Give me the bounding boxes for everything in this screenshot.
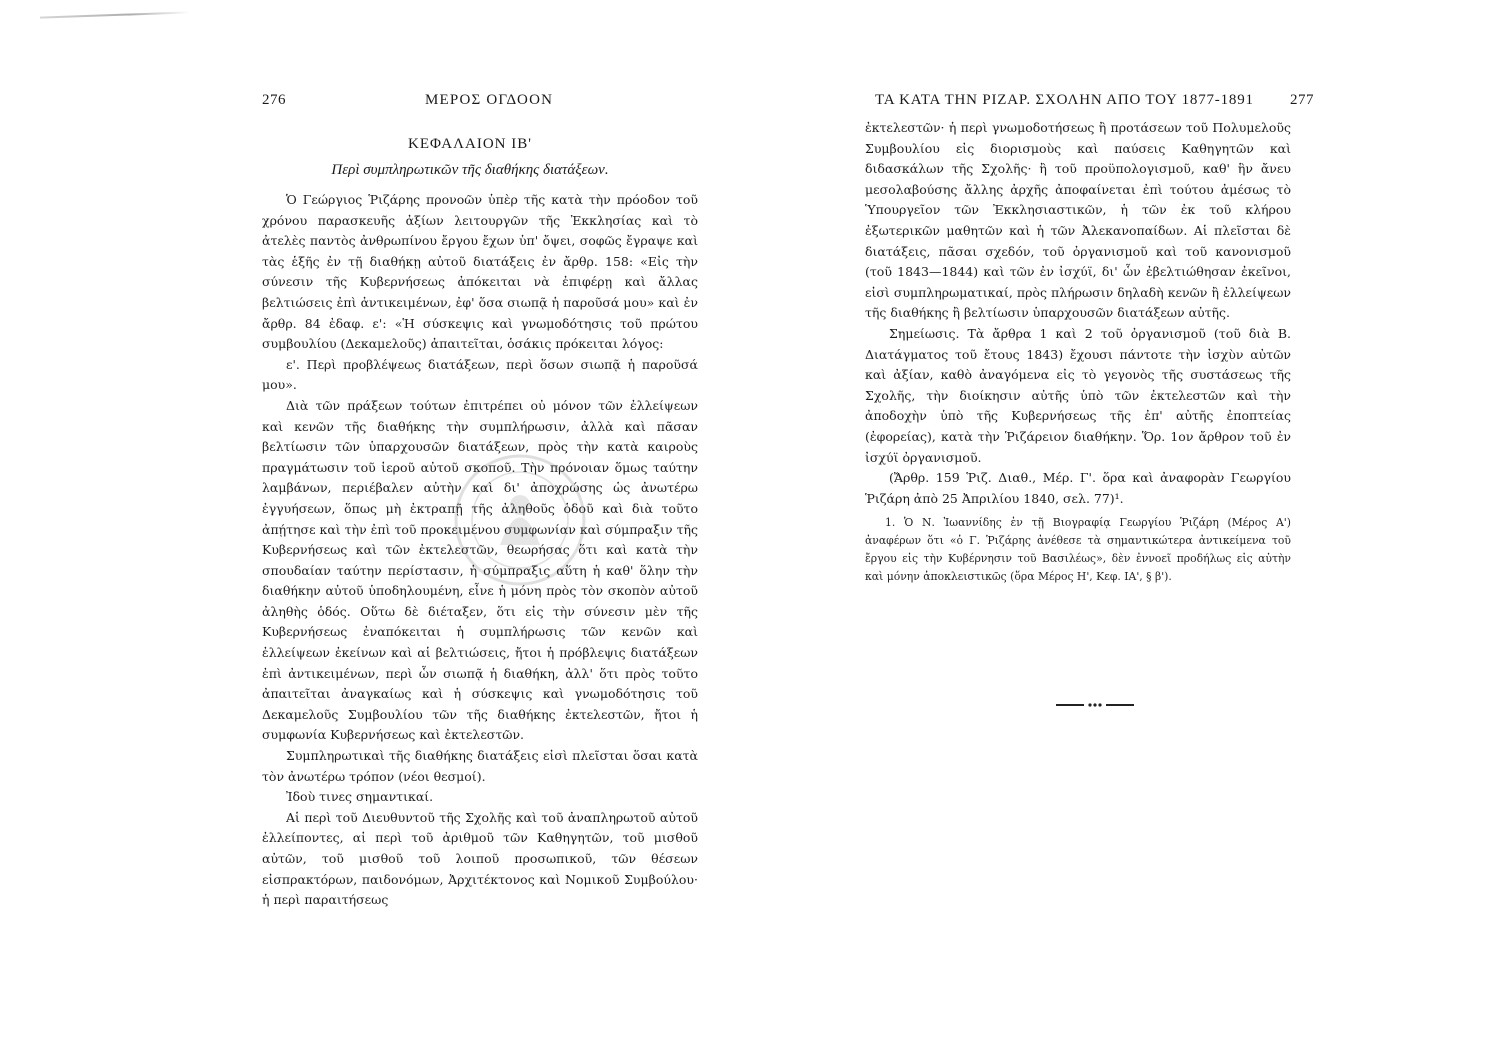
paragraph: Σημείωσις. Τὰ ἄρθρα 1 καὶ 2 τοῦ ὀργανισμοῦ (τοῦ διὰ Β. Διατάγματος τοῦ ἔτους 1843) ἔχουσι πάντοτε τὴν ἰσχὺν αὐτῶν καὶ ἀξίαν, καθὸ ἀναγόμενα εἰς τὸ γεγονὸς τῆς συστάσεως τῆς Σχολῆς, τὴν διοίκησιν αὐτῆς ὑπὸ τῶν ἐκτελεστῶν καὶ τὴν ἀποδοχὴν ὑπὸ τῆς Κυβερνήσεως τῆς ἐπ' αὐτῆς ἐποπτείας (ἐφορείας), κατὰ τὴν Ῥιζάρειον διαθήκην. Ὅρ. 1ον ἄρθρον τοῦ ἐν ἰσχύϊ ὀργανισμοῦ. (865, 325, 1291, 465)
chapter-subtitle: Περὶ συμπληρωτικῶν τῆς διαθήκης διατάξεων. (331, 162, 609, 178)
paragraph: ε'. Περὶ προβλέψεως διατάξεων, περὶ ὅσων σιωπᾷ ἡ παροῦσά μου». (262, 356, 698, 393)
paragraph: ἐκτελεστῶν· ἡ περὶ γνωμοδοτήσεως ἢ προτάσεων τοῦ Πολυμελοῦς Συμβουλίου εἰς διορισμοὺς καὶ παύσεις Καθηγητῶν καὶ διδασκάλων τῆς Σχολῆς· ἢ τοῦ προϋπολογισμοῦ, καθ' ἣν ἄνευ μεσολαβούσης ἄλλης ἀρχῆς ἀποφαίνεται ἐπὶ τούτου ἀμέσως τὸ Ὑπουργεῖον τῶν Ἐκκλησιαστικῶν, ἡ τῶν ἐκ τοῦ κλήρου ἐξωτερικῶν μαθητῶν καὶ ἡ τῶν Ἀλεκανοπαίδων. Αἱ πλεῖσται δὲ διατάξεις, πᾶσαι σχεδόν, τοῦ ὀργανισμοῦ καὶ τοῦ κανονισμοῦ (τοῦ 1843—1844) καὶ τῶν ἐν ἰσχύϊ, δι' ὧν ἐβελτιώθησαν ἐκεῖνοι, εἰσὶ συμπληρωματικαί, πρὸς πλήρωσιν δηλαδὴ κενῶν ἢ ἐλλείψεων τῆς διαθήκης ἢ βελτίωσιν ὑπαρχουσῶν διατάξεων αὐτῆς. (865, 120, 1291, 321)
running-title: ΜΕΡΟΣ ΟΓΔΟΟΝ (425, 92, 554, 108)
running-title: ΤΑ ΚΑΤΑ ΤΗΝ ΡΙΖΑΡ. ΣΧΟΛΗΝ ΑΠΟ ΤΟΥ 1877-1891 (875, 92, 1254, 108)
footnote (865, 514, 1291, 586)
page-number: 277 (1290, 92, 1314, 108)
paragraph: Διὰ τῶν πράξεων τούτων ἐπιτρέπει οὐ μόνον τῶν ἐλλείψεων καὶ κενῶν τῆς διαθήκης τὴν συμπλήρωσιν, ἀλλὰ καὶ πᾶσαν βελτίωσιν τῶν ὑπαρχουσῶν διατάξεων, πρὸς τὴν κατὰ καιροὺς πραγμάτωσιν τοῦ ἱεροῦ αὐτοῦ σκοποῦ. Τὴν πρόνοιαν ὅμως ταύτην λαμβάνων, περιέβαλεν αὐτὴν καὶ δι' ἀποχρώσης ὡς ἀνωτέρω ἐγγυήσεων, ὅπως μὴ ἐκτραπῇ τῆς ἀληθοῦς ὁδοῦ καὶ διὰ τοῦτο ἀπῄτησε καὶ τὴν ἐπὶ τοῦ προκειμένου συμφωνίαν καὶ σύμπραξιν τῆς Κυβερνήσεως καὶ τῶν ἐκτελεστῶν, θεωρήσας ὅτι καὶ κατὰ τὴν σπουδαίαν ταύτην περίστασιν, ἡ σύμπραξις αὕτη ἡ καθ' ὅλην τὴν διαθήκην αὐτοῦ ὑποδηλουμένη, εἶνε ἡ μόνη πρὸς τὸν σκοπὸν αὐτοῦ ἀληθὴς ὁδός. Οὕτω δὲ διέταξεν, ὅτι εἰς τὴν σύνεσιν μὲν τῆς Κυβερνήσεως ἐναπόκειται ἡ συμπλήρωσις τῶν κενῶν καὶ ἐλλείψεων ἐκείνων καὶ αἱ βελτιώσεις, ἤτοι ἡ πρόβλεψις διατάξεων ἐπὶ ἀντικειμένων, περὶ ὧν σιωπᾷ ἡ διαθήκη, ἀλλ' ὅτι πρὸς τοῦτο ἀπαιτεῖται ἀναγκαίως καὶ ἡ σύσκεψις καὶ γνωμοδότησις τοῦ Δεκαμελοῦς Συμβουλίου τῶν τῆς διαθήκης ἐκτελεστῶν, ἤτοι ἡ συμφωνία Κυβερνήσεως καὶ ἐκτελεστῶν. (262, 397, 698, 743)
footnote-text: 1. Ὁ Ν. Ἰωαννίδης ἐν τῇ Βιογραφίᾳ Γεωργίου Ῥιζάρη (Μέρος Α') ἀναφέρων ὅτι «ὁ Γ. Ῥιζάρης ἀνέθεσε τὰ σημαντικώτερα ἀντικείμενα τοῦ ἔργου εἰς τὴν Κυβέρνησιν τοῦ Βασιλέως», δὲν ἐννοεῖ προδήλως εἰς αὐτὴν καὶ μόνην ἀποκλειστικῶς (ὅρα Μέρος Η', Κεφ. ΙΑ', § β'). (865, 516, 1291, 583)
end-ornament-icon (1056, 700, 1134, 710)
paragraph: (Ἄρθρ. 159 Ῥιζ. Διαθ., Μέρ. Γ'. ὅρα καὶ ἀναφορὰν Γεωργίου Ῥιζάρη ἀπὸ 25 Ἀπριλίου 1840, σελ. 77)¹. (865, 470, 1291, 506)
library-seal-icon (450, 450, 590, 590)
chapter-title: ΚΕΦΑΛΑΙΟΝ ΙΒ' (408, 136, 532, 152)
right-page (750, 0, 1500, 1047)
paragraph: Ὁ Γεώργιος Ῥιζάρης προνοῶν ὑπὲρ τῆς κατὰ τὴν πρόοδον τοῦ χρόνου παρασκευῆς ἀξίων λειτουργῶν τῆς Ἐκκλησίας καὶ τὸ ἀτελὲς παντὸς ἀνθρωπίνου ἔργου ἔχων ὑπ' ὄψει, σοφῶς ἔγραψε καὶ τὰς ἑξῆς ἐν τῇ διαθήκῃ αὐτοῦ διατάξεις ἐν ἄρθρ. 158: «Εἰς τὴν σύνεσιν τῆς Κυβερνήσεως ἀπόκειται νὰ ἐπιφέρῃ καὶ ἄλλας βελτιώσεις ἐπὶ ἀντικειμένων, ἐφ' ὅσα σιωπᾷ ἡ παροῦσά μου» καὶ ἐν ἄρθρ. 84 ἐδαφ. ε': «Ἡ σύσκεψις καὶ γνωμοδότησις τοῦ πρώτου συμβουλίου (Δεκαμελοῦς) ἀπαιτεῖται, ὁσάκις πρόκειται λόγος: (262, 192, 698, 352)
body-text (865, 118, 1291, 509)
paragraph: Ἰδοὺ τινες σημαντικαί. (286, 789, 434, 805)
page-number: 276 (262, 92, 286, 108)
paragraph: Συμπληρωτικαὶ τῆς διαθήκης διατάξεις εἰσὶ πλεῖσται ὅσαι κατὰ τὸν ἀνωτέρω τρόπον (νέοι θεσμοί). (262, 748, 698, 784)
paragraph: Αἱ περὶ τοῦ Διευθυντοῦ τῆς Σχολῆς καὶ τοῦ ἀναπληρωτοῦ αὐτοῦ ἐλλείποντες, αἱ περὶ τοῦ ἀριθμοῦ τῶν Καθηγητῶν, τοῦ μισθοῦ αὐτῶν, τοῦ μισθοῦ τοῦ λοιποῦ προσωπικοῦ, τῶν θέσεων εἰσπρακτόρων, παιδονόμων, Ἀρχιτέκτονος καὶ Νομικοῦ Συμβούλου· ἡ περὶ παραιτήσεως (262, 809, 698, 908)
